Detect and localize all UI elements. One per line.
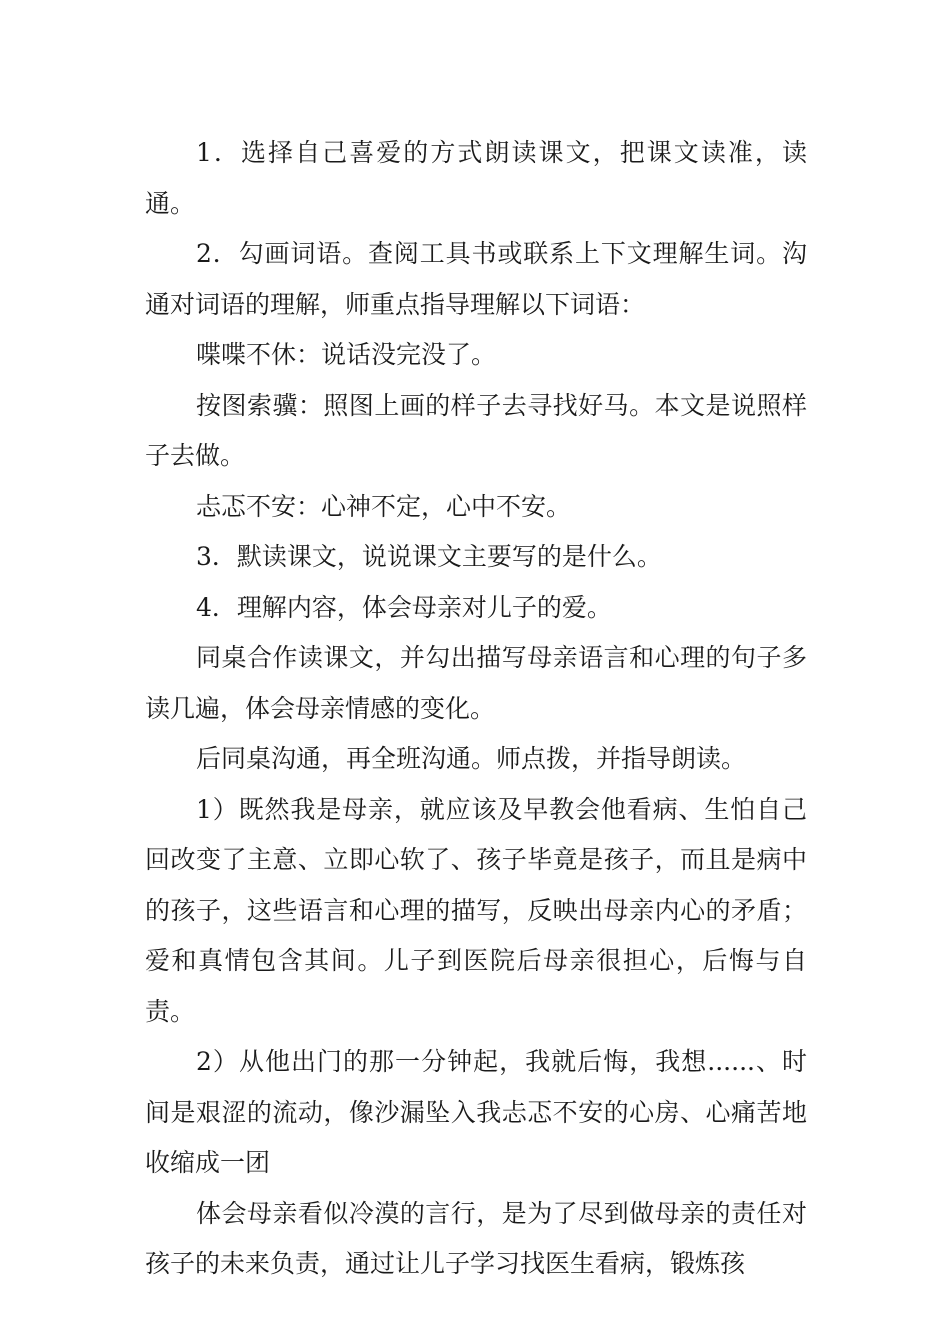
- paragraph-vocab-3: 忐忑不安：心神不定，心中不安。: [196, 491, 572, 521]
- paragraph-point-1: 1）既然我是母亲，就应该及早教会他看病、生怕自己回改变了主意、立即心软了、孩子毕竟是孩子，而且是病中的孩子，这些语言和心理的描写，反映出母亲内心的矛盾；爱和真情包含其间。儿子到医院后母亲很担心，后悔与自责。: [145, 794, 807, 1026]
- paragraph-step-2: 2．勾画词语。查阅工具书或联系上下文理解生词。沟通对词语的理解，师重点指导理解以下词语：: [145, 239, 807, 319]
- paragraph-vocab-2: 按图索骥：照图上画的样子去寻找好马。本文是说照样子去做。: [145, 390, 807, 470]
- document-body: [145, 128, 807, 1290]
- paragraph-vocab-1: 喋喋不休：说话没完没了。: [196, 340, 497, 369]
- paragraph-summary: 体会母亲看似冷漠的言行，是为了尽到做母亲的责任对孩子的未来负责，通过让儿子学习找医生看病，锻炼孩: [145, 1198, 807, 1278]
- paragraph-step-1: 1．选择自己喜爱的方式朗读课文，把课文读准，读通。: [145, 138, 807, 218]
- paragraph-step-4: 4．理解内容，体会母亲对儿子的爱。: [196, 592, 612, 622]
- paragraph-class-discussion: 后同桌沟通，再全班沟通。师点拨，并指导朗读。: [196, 744, 747, 773]
- paragraph-point-2: 2）从他出门的那一分钟起，我就后悔，我想......、时间是艰涩的流动，像沙漏坠入我忐忑不安的心房、心痛苦地收缩成一团: [145, 1047, 807, 1177]
- paragraph-step-3: 3．默读课文，说说课文主要写的是什么。: [196, 542, 662, 571]
- paragraph-partner-reading: 同桌合作读课文，并勾出描写母亲语言和心理的句子多读几遍，体会母亲情感的变化。: [145, 643, 807, 723]
